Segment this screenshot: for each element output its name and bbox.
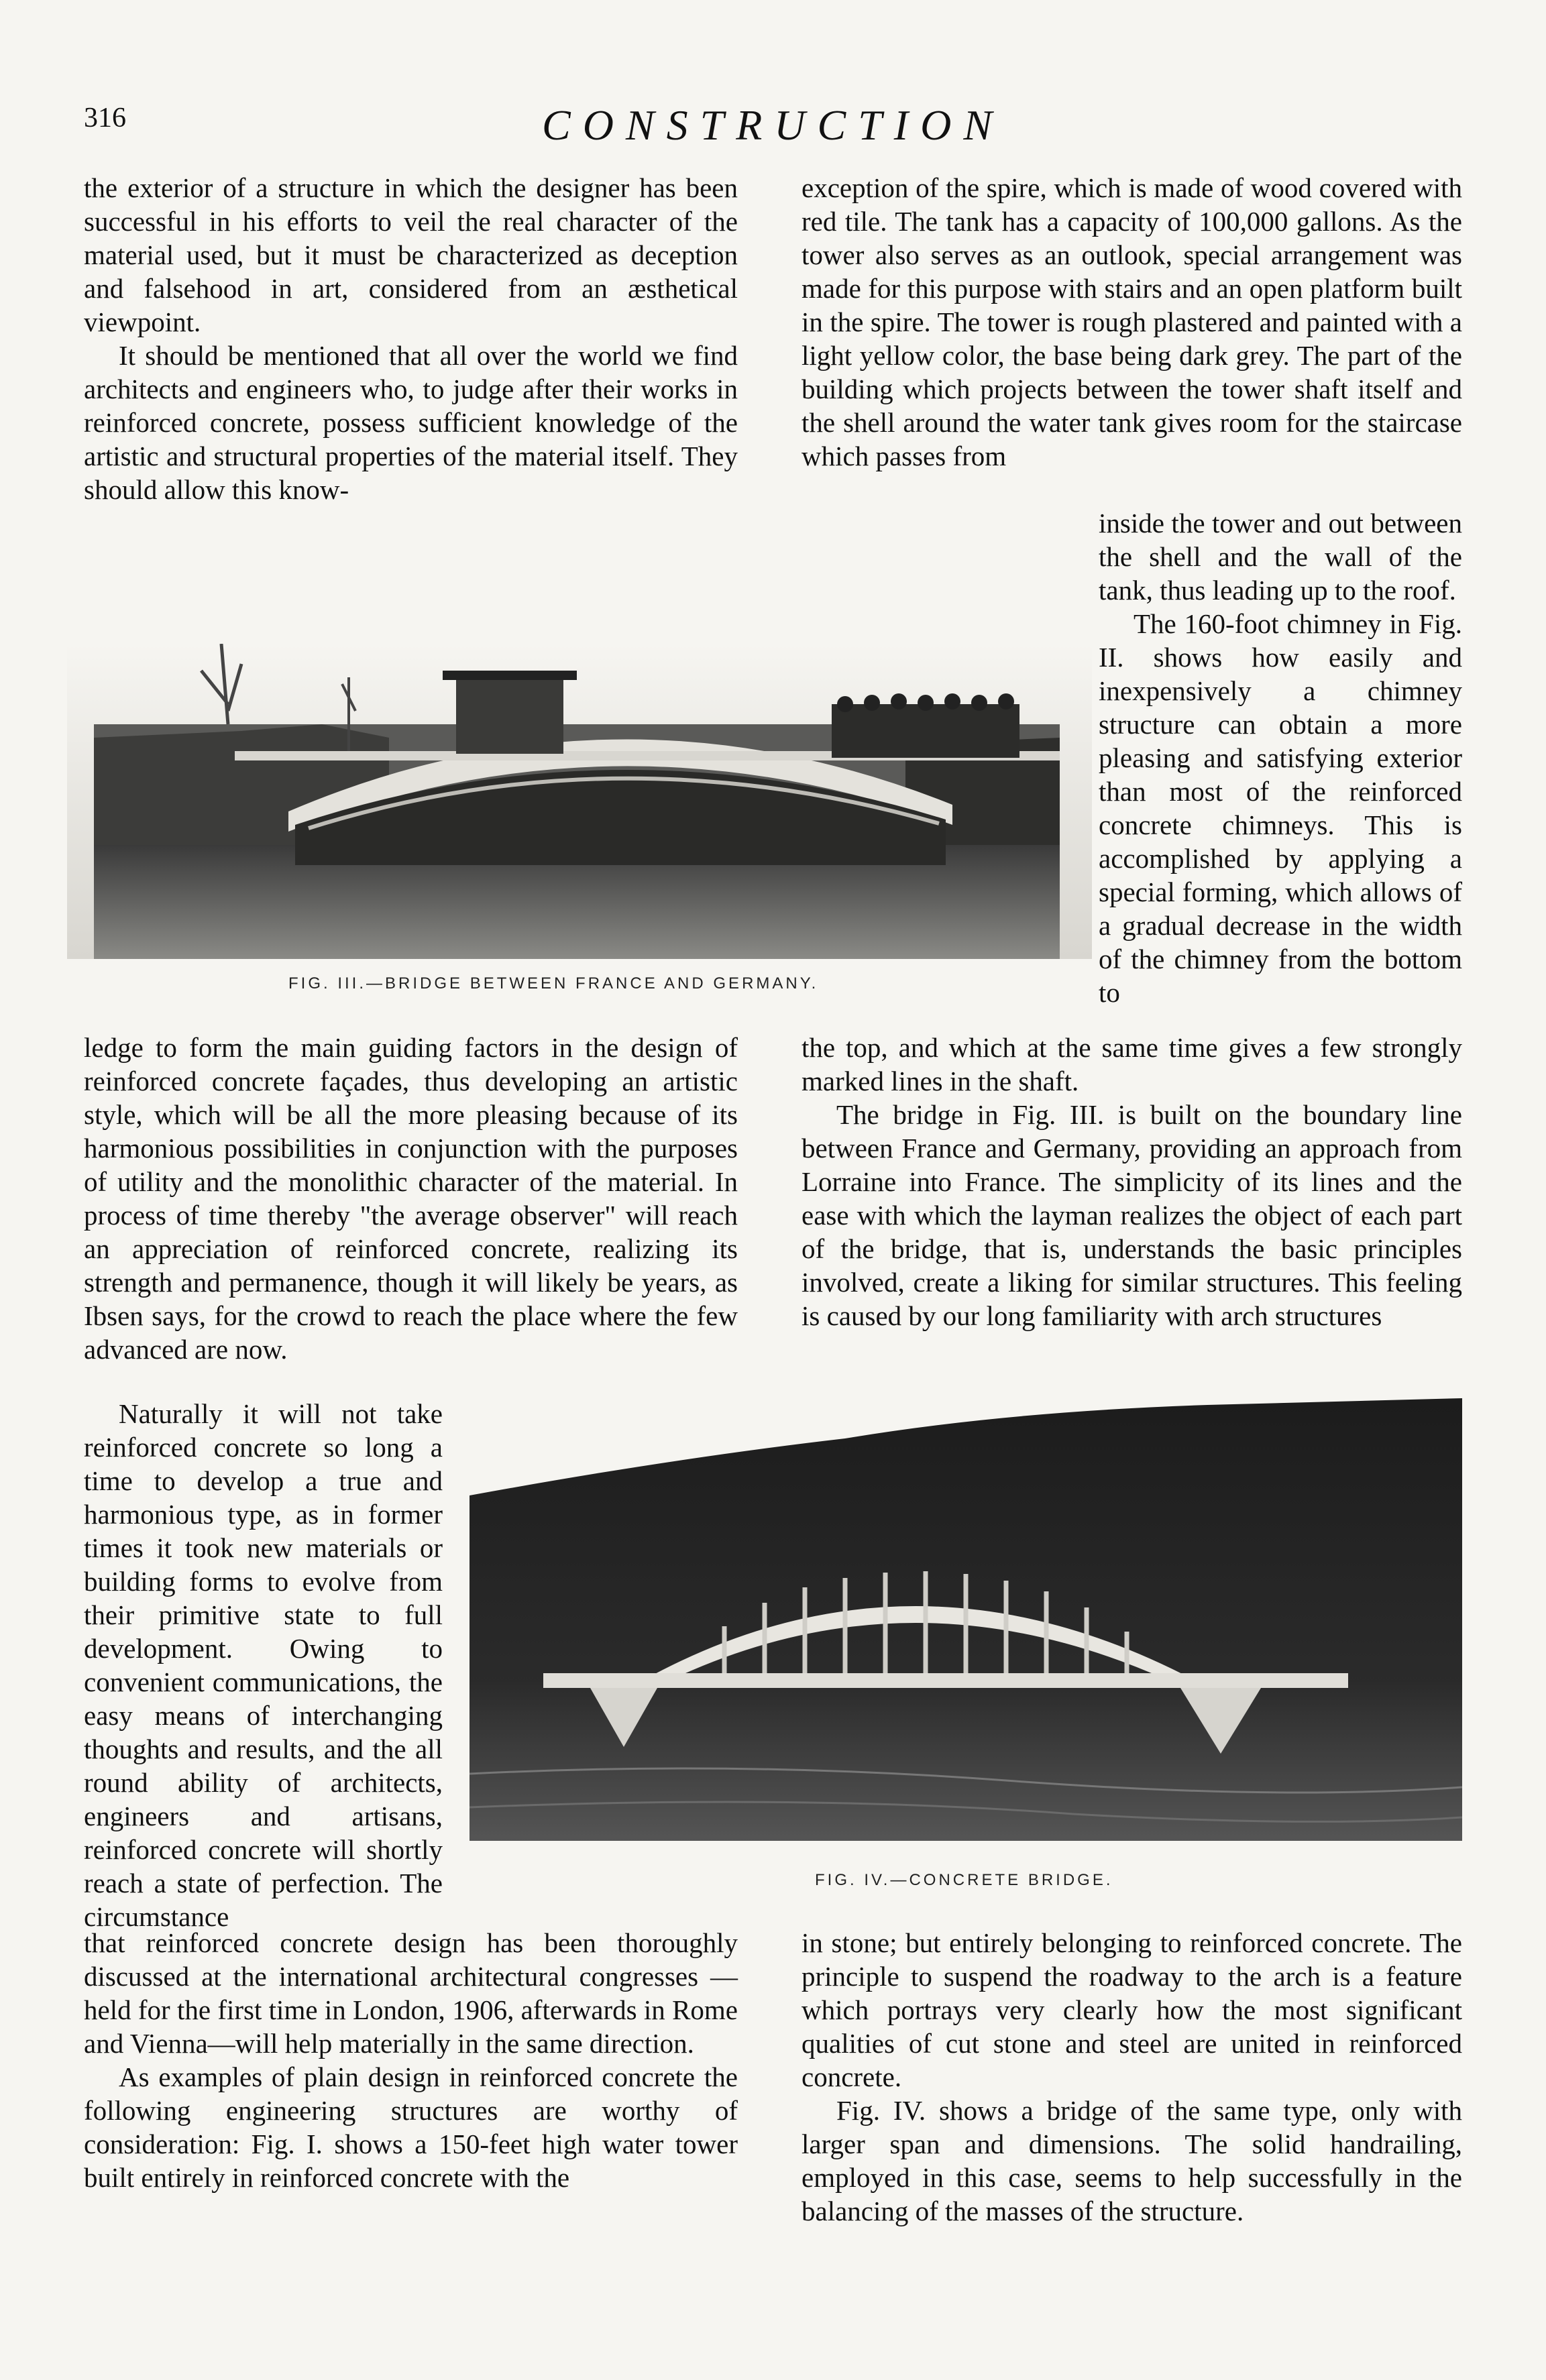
paragraph: Naturally it will not take reinforced concrete so long a time to develop a true and harmonious type, as in former times it took new materials or building forms to evolve from their primitive state to full development. Owing to convenient communications, the easy means of interchanging thoughts and results, and the all round ability of architects, engineers and artisans, reinforced concrete will shortly reach a state of perfection. The circumstance: [84, 1398, 443, 1932]
left-column-narrow: [84, 1397, 443, 1933]
paragraph: The bridge in Fig. III. is built on the boundary line between France and Germany, providing an approach from Lorraine into France. The simplicity of its lines and the ease with which the layman realizes the object of each part of the bridge, that is, understands the basic principles involved, create a liking for similar structures. This feeling is caused by our long familiarity with arch structures: [802, 1099, 1462, 1331]
left-column-middle: [84, 1031, 738, 1366]
paragraph: Fig. IV. shows a bridge of the same type, only with larger span and dimensions. The solid handrailing, employed in this case, seems to help successfully in the balancing of the masses of the structure.: [802, 2095, 1462, 2226]
paragraph: As examples of plain design in reinforced concrete the following engineering structures are worthy of consideration: Fig. I. shows a 150-feet high water tower built entirely in reinforced concrete with the: [84, 2061, 738, 2193]
right-column-top: [802, 171, 1462, 473]
figure-caption-fig4: FIG. IV.—CONCRETE BRIDGE.: [815, 1871, 1113, 1889]
paragraph: that reinforced concrete design has been thoroughly discussed at the international architectural congresses —held for the first time in London, 1906, afterwards in Rome and Vienna—will help materially in the same direction.: [84, 1927, 738, 2059]
right-column-narrow: [1099, 506, 1462, 1009]
concrete-bridge-photo: [470, 1398, 1462, 1841]
paragraph: in stone; but entirely belonging to reinforced concrete. The principle to suspend the roadway to the arch is a feature which portrays very clearly how the most significant qualities of cut stone and steel are united in reinforced concrete.: [802, 1927, 1462, 2092]
left-column-top: [84, 171, 738, 506]
right-column-bottom: [802, 1926, 1462, 2228]
paragraph: inside the tower and out between the shell and the wall of the tank, thus leading up to the roof.: [1099, 508, 1462, 606]
paragraph: the exterior of a structure in which the designer has been successful in his efforts to veil the real character of the material used, but it must be characterized as deception and falsehood in art, considered from an æsthetical viewpoint.: [84, 172, 738, 337]
journal-title: CONSTRUCTION: [542, 101, 1004, 149]
page-number: 316: [84, 103, 126, 133]
figure-bridge-france-germany: [67, 644, 1092, 959]
figure-concrete-bridge: [470, 1398, 1462, 1841]
bridge-photo: [67, 644, 1092, 959]
paragraph: the top, and which at the same time gives a few strongly marked lines in the shaft.: [802, 1032, 1462, 1096]
paragraph: exception of the spire, which is made of wood covered with red tile. The tank has a capacity of 100,000 gallons. As the tower also serves as an outlook, special arrangement was made for this purpose with stairs and an open platform built in the spire. The tower is rough plastered and painted with a light yellow color, the base being dark grey. The part of the building which projects between the tower shaft itself and the shell around the water tank gives room for the staircase which passes from: [802, 172, 1462, 471]
paragraph: The 160-foot chimney in Fig. II. shows how easily and inexpensively a chimney structure can obtain a more pleasing and satisfying exterior than most of the reinforced concrete chimneys. This is accomplished by applying a special forming, which allows of a gradual decrease in the width of the chimney from the bottom to: [1099, 608, 1462, 1008]
figure-caption-fig3: FIG. III.—BRIDGE BETWEEN FRANCE AND GERMANY.: [288, 974, 819, 993]
left-column-bottom: [84, 1926, 738, 2194]
paragraph: It should be mentioned that all over the world we find architects and engineers who, to judge after their works in reinforced concrete, possess sufficient knowledge of the artistic and structural properties of the material itself. They should allow this know-: [84, 340, 738, 505]
right-column-middle: [802, 1031, 1462, 1333]
paragraph: ledge to form the main guiding factors in the design of reinforced concrete façades, thus developing an artistic style, which will be all the more pleasing because of its harmonious possibilities in conjunction with the purposes of utility and the monolithic character of the material. In process of time thereby "the average observer" will reach an appreciation of reinforced concrete, realizing its strength and permanence, though it will likely be years, as Ibsen says, for the crowd to reach the place where the few advanced are now.: [84, 1032, 738, 1365]
